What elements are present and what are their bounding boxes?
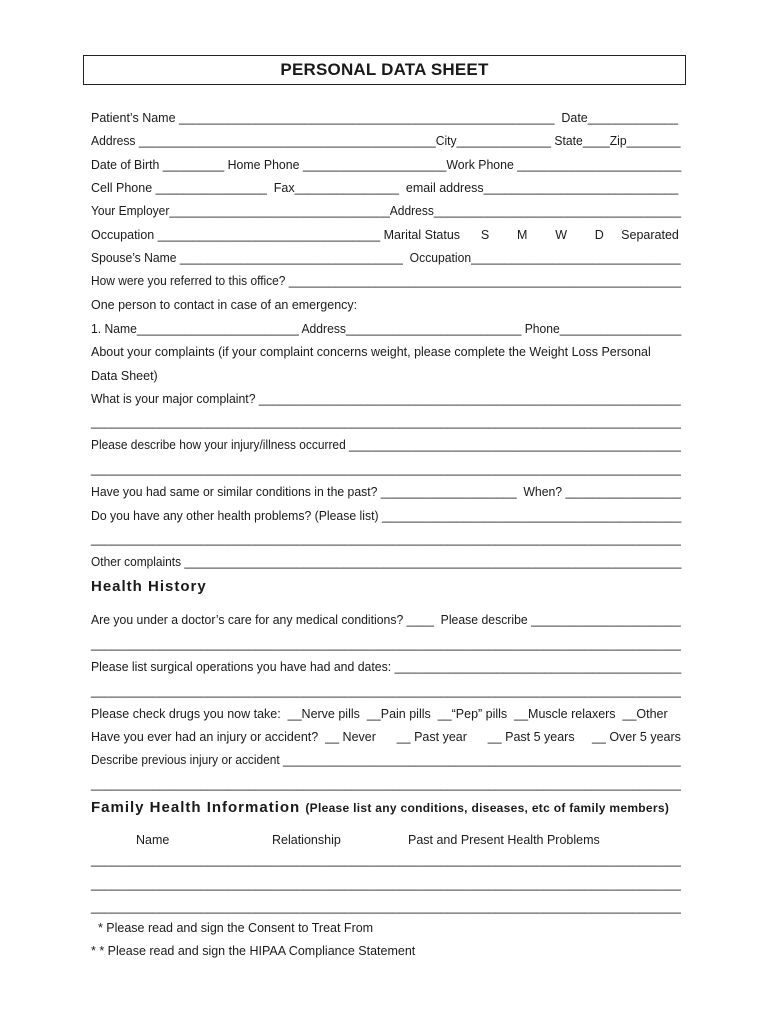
- family-row-3[interactable]: ______________________________________________________________________________________: [91, 900, 681, 914]
- family-row-2[interactable]: ______________________________________________________________________________________: [91, 877, 681, 891]
- emergency-contact-line[interactable]: 1. Name________________________ Address__________________________ Phone__________________: [91, 322, 682, 336]
- previous-injury-line[interactable]: Describe previous injury or accident ____________________________________________________________: [91, 753, 681, 767]
- birth-phone-line[interactable]: Date of Birth _________ Home Phone _____________________Work Phone ________________________: [91, 158, 682, 172]
- other-problems-blank[interactable]: ______________________________________________________________________________________: [91, 532, 681, 546]
- complaints-intro-cont: Data Sheet): [91, 369, 158, 383]
- employer-line[interactable]: Your Employer_________________________________Address_____________________________________: [91, 204, 682, 218]
- similar-conditions-line[interactable]: Have you had same or similar conditions in the past? ____________________ When? _________________: [91, 485, 681, 499]
- hipaa-footnote: * * Please read and sign the HIPAA Compliance Statement: [91, 944, 416, 958]
- family-health-note: (Please list any conditions, diseases, etc of family members): [305, 801, 670, 815]
- injury-occurred-line[interactable]: Please describe how your injury/illness occurred __________________________________________________: [91, 438, 681, 452]
- family-health-title: Family Health Information: [91, 799, 301, 816]
- injury-accident-line[interactable]: Have you ever had an injury or accident? __ Never __ Past year __ Past 5 years __ Over 5 years: [91, 730, 681, 744]
- consent-footnote: * Please read and sign the Consent to Treat From: [91, 921, 374, 935]
- patient-name-line[interactable]: Patient’s Name ______________________________________________________ Date_____________: [91, 111, 679, 125]
- surgical-operations-blank[interactable]: ______________________________________________________________________________________: [91, 684, 681, 698]
- major-complaint-blank[interactable]: ______________________________________________________________________________________: [91, 415, 681, 429]
- complaints-intro: About your complaints (if your complaint concerns weight, please complete the Weight Loss Personal: [91, 345, 651, 359]
- family-row-1[interactable]: ______________________________________________________________________________________: [91, 853, 681, 867]
- drugs-line[interactable]: Please check drugs you now take: __Nerve pills __Pain pills __“Pep” pills __Muscle relaxers __Other: [91, 707, 668, 721]
- occupation-marital-line[interactable]: Occupation ________________________________ Marital Status S M W D Separated: [91, 228, 679, 242]
- doctor-care-blank[interactable]: ______________________________________________________________________________________: [91, 637, 681, 651]
- major-complaint-line[interactable]: What is your major complaint? ______________________________________________________________: [91, 392, 681, 406]
- column-health-problems: Past and Present Health Problems: [408, 833, 600, 847]
- previous-injury-blank[interactable]: ______________________________________________________________________________________: [91, 777, 681, 791]
- address-line[interactable]: Address ____________________________________________City______________ State____Zip________: [91, 134, 681, 148]
- surgical-operations-line[interactable]: Please list surgical operations you have had and dates: __________________________________________: [91, 660, 682, 674]
- page-title: PERSONAL DATA SHEET: [280, 60, 489, 79]
- family-health-heading: [91, 799, 669, 816]
- column-name: Name: [136, 833, 170, 847]
- spouse-line[interactable]: Spouse’s Name _________________________________ Occupation_______________________________: [91, 251, 681, 265]
- referral-line[interactable]: How were you referred to this office? ___________________________________________________________: [91, 274, 681, 288]
- title-box: [83, 55, 686, 85]
- column-relationship: Relationship: [272, 833, 341, 847]
- emergency-contact-label: One person to contact in case of an emergency:: [91, 298, 358, 312]
- doctor-care-line[interactable]: Are you under a doctor’s care for any medical conditions? ____ Please describe ______________________: [91, 613, 681, 627]
- injury-occurred-blank[interactable]: ______________________________________________________________________________________: [91, 462, 681, 476]
- other-problems-line[interactable]: Do you have any other health problems? (Please list) ____________________________________________: [91, 509, 682, 523]
- other-complaints-line[interactable]: Other complaints ___________________________________________________________________________: [91, 555, 682, 569]
- health-history-heading: Health History: [91, 578, 207, 595]
- cell-fax-email-line[interactable]: Cell Phone ________________ Fax_______________ email address____________________________: [91, 181, 679, 195]
